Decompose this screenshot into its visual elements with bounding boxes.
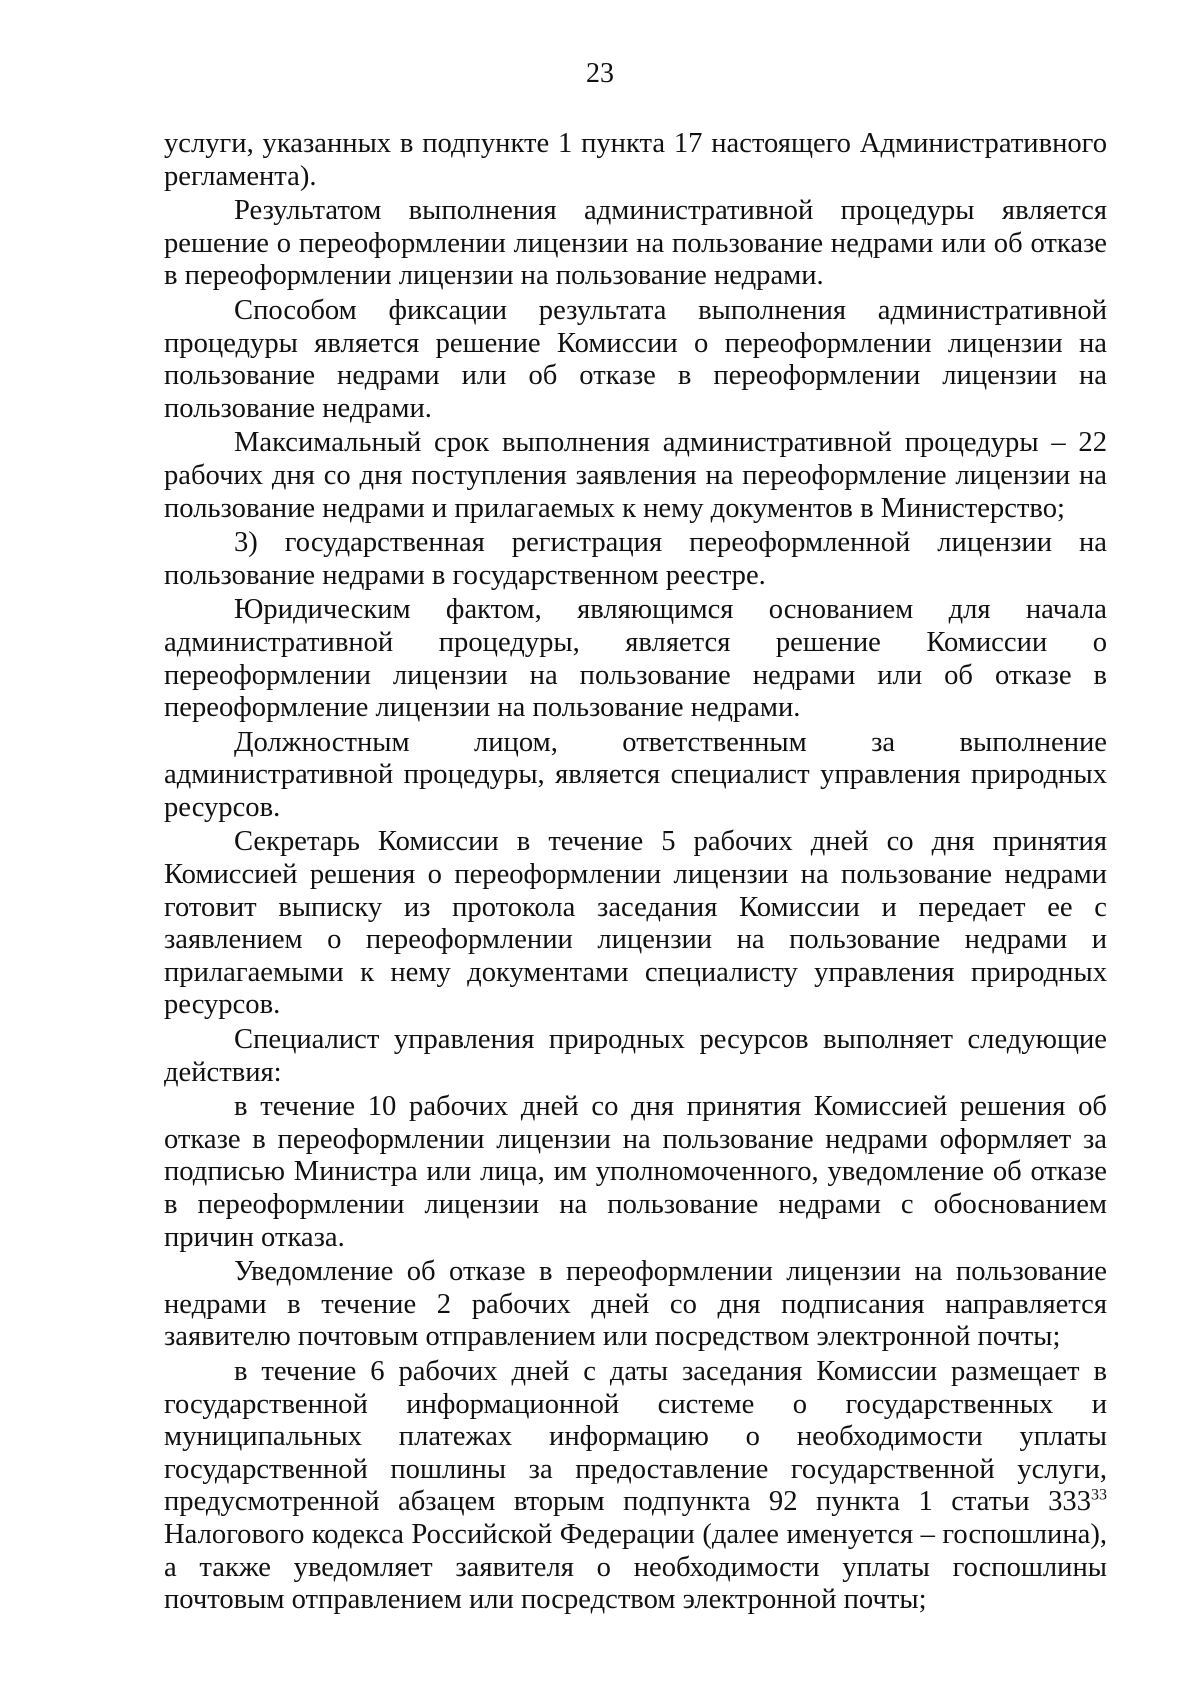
paragraph: Специалист управления природных ресурсов выполняет следующие действия: (164, 1024, 1107, 1088)
paragraph: Юридическим фактом, являющимся основанием для начала административной процедуры, является решение Комиссии о переоформлении лицензии на пользование недрами или об отказе в переоформление лицензии на пользование недрами. (164, 594, 1107, 724)
paragraph: услуги, указанных в подпункте 1 пункта 17 настоящего Административного регламента). (164, 128, 1107, 192)
paragraph: в течение 10 рабочих дней со дня принятия Комиссией решения об отказе в переоформлении лицензии на пользование недрами оформляет за подписью Министра или лица, им уполномоченного, уведомление об отказе в переоформлении лицензии на пользование недрами с обоснованием причин отказа. (164, 1091, 1107, 1253)
paragraph-text-part: в течение 6 рабочих дней с даты заседания Комиссии размещает в государственной информационной системе о государственных и муниципальных платежах информацию о необходимости уплаты государственной пошлины за предоставление государственной услуги, предусмотренной абзацем вторым подпункта 92 пункта 1 статьи 333 (164, 1355, 1107, 1518)
paragraph-text-part: Налогового кодекса Российской Федерации (далее именуется – госпошлина), а также уведомляет заявителя о необходимости уплаты госпошлины почтовым отправлением или посредством электронной почты; (164, 1518, 1107, 1616)
paragraph: Секретарь Комиссии в течение 5 рабочих дней со дня принятия Комиссией решения о переоформлении лицензии на пользование недрами готовит выписку из протокола заседания Комиссии и передает ее с заявлением о переоформлении лицензии на пользование недрами и прилагаемыми к нему документами специалисту управления природных ресурсов. (164, 826, 1107, 1021)
paragraph: Уведомление об отказе в переоформлении лицензии на пользование недрами в течение 2 рабочих дней со дня подписания направляется заявителю почтовым отправлением или посредством электронной почты; (164, 1256, 1107, 1353)
superscript-number: 33 (1091, 1486, 1107, 1504)
document-body (164, 128, 1107, 1619)
paragraph-with-footnote (164, 1356, 1107, 1617)
paragraph: 3) государственная регистрация переоформленной лицензии на пользование недрами в государственном реестре. (164, 527, 1107, 591)
paragraph: Способом фиксации результата выполнения административной процедуры является решение Комиссии о переоформлении лицензии на пользование недрами или об отказе в переоформлении лицензии на пользование недрами. (164, 294, 1107, 424)
page-number: 23 (586, 58, 614, 89)
paragraph: Максимальный срок выполнения административной процедуры – 22 рабочих дня со дня поступления заявления на переоформление лицензии на пользование недрами и прилагаемых к нему документов в Министерство; (164, 427, 1107, 524)
paragraph: Должностным лицом, ответственным за выполнение административной процедуры, является специалист управления природных ресурсов. (164, 726, 1107, 823)
paragraph: Результатом выполнения административной процедуры является решение о переоформлении лицензии на пользование недрами или об отказе в переоформлении лицензии на пользование недрами. (164, 195, 1107, 292)
